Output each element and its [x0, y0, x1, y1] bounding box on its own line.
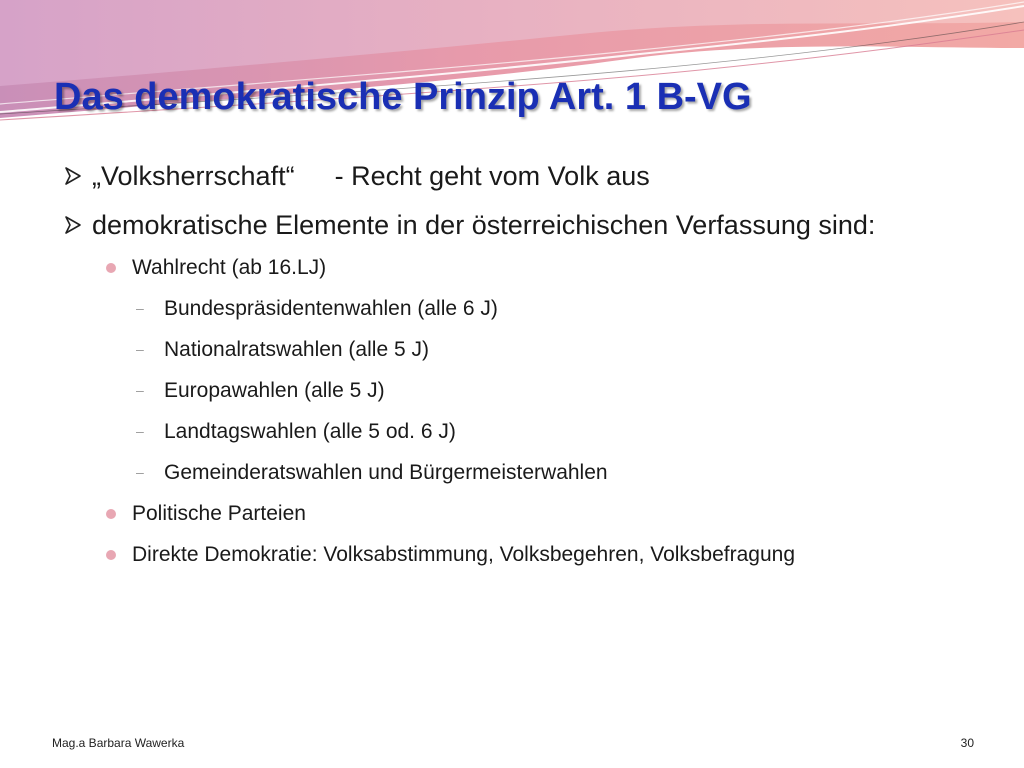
sub-bullet-text: Wahlrecht (ab 16.LJ)	[132, 256, 327, 279]
sub-sub-bullet-item	[60, 418, 960, 445]
footer-author: Mag.a Barbara Wawerka	[52, 736, 185, 750]
sub-bullet-text: Direkte Demokratie: Volksabstimmung, Volksbegehren, Volksbefragung	[132, 543, 796, 566]
sub-sub-bullet-text: Europawahlen (alle 5 J)	[164, 379, 385, 402]
dash-bullet-icon: –	[136, 464, 144, 480]
sub-sub-bullet-item	[60, 459, 960, 486]
dash-bullet-icon: –	[136, 382, 144, 398]
slide-title: Das demokratische Prinzip Art. 1 B-VG	[54, 76, 752, 118]
sub-sub-bullet-item	[60, 377, 960, 404]
sub-sub-bullet-text: Nationalratswahlen (alle 5 J)	[164, 338, 429, 361]
circle-bullet-icon	[106, 509, 116, 519]
page-number: 30	[960, 736, 974, 750]
dash-bullet-icon: –	[136, 423, 144, 439]
circle-bullet-icon	[106, 550, 116, 560]
sub-bullet-text: Politische Parteien	[132, 502, 306, 525]
sub-bullet-item	[60, 500, 960, 527]
bullet-item	[60, 158, 960, 195]
sub-sub-bullet-text: Landtagswahlen (alle 5 od. 6 J)	[164, 420, 456, 443]
circle-bullet-icon	[106, 263, 116, 273]
bullet-text: „Volksherrschaft“	[92, 161, 295, 191]
arrow-bullet-icon	[62, 165, 84, 187]
bullet-item	[60, 207, 960, 244]
sub-sub-bullet-text: Bundespräsidentenwahlen (alle 6 J)	[164, 297, 498, 320]
dash-bullet-icon: –	[136, 341, 144, 357]
sub-bullet-item	[60, 541, 832, 568]
slide-content	[60, 158, 960, 582]
bullet-text-continuation: - Recht geht vom Volk aus	[334, 161, 650, 191]
sub-bullet-item	[60, 254, 960, 281]
sub-sub-bullet-item	[60, 295, 960, 322]
arrow-bullet-icon	[62, 214, 84, 236]
bullet-text: demokratische Elemente in der österreichischen Verfassung sind:	[92, 210, 876, 240]
dash-bullet-icon: –	[136, 300, 144, 316]
sub-sub-bullet-item	[60, 336, 960, 363]
sub-sub-bullet-text: Gemeinderatswahlen und Bürgermeisterwahlen	[164, 461, 608, 484]
